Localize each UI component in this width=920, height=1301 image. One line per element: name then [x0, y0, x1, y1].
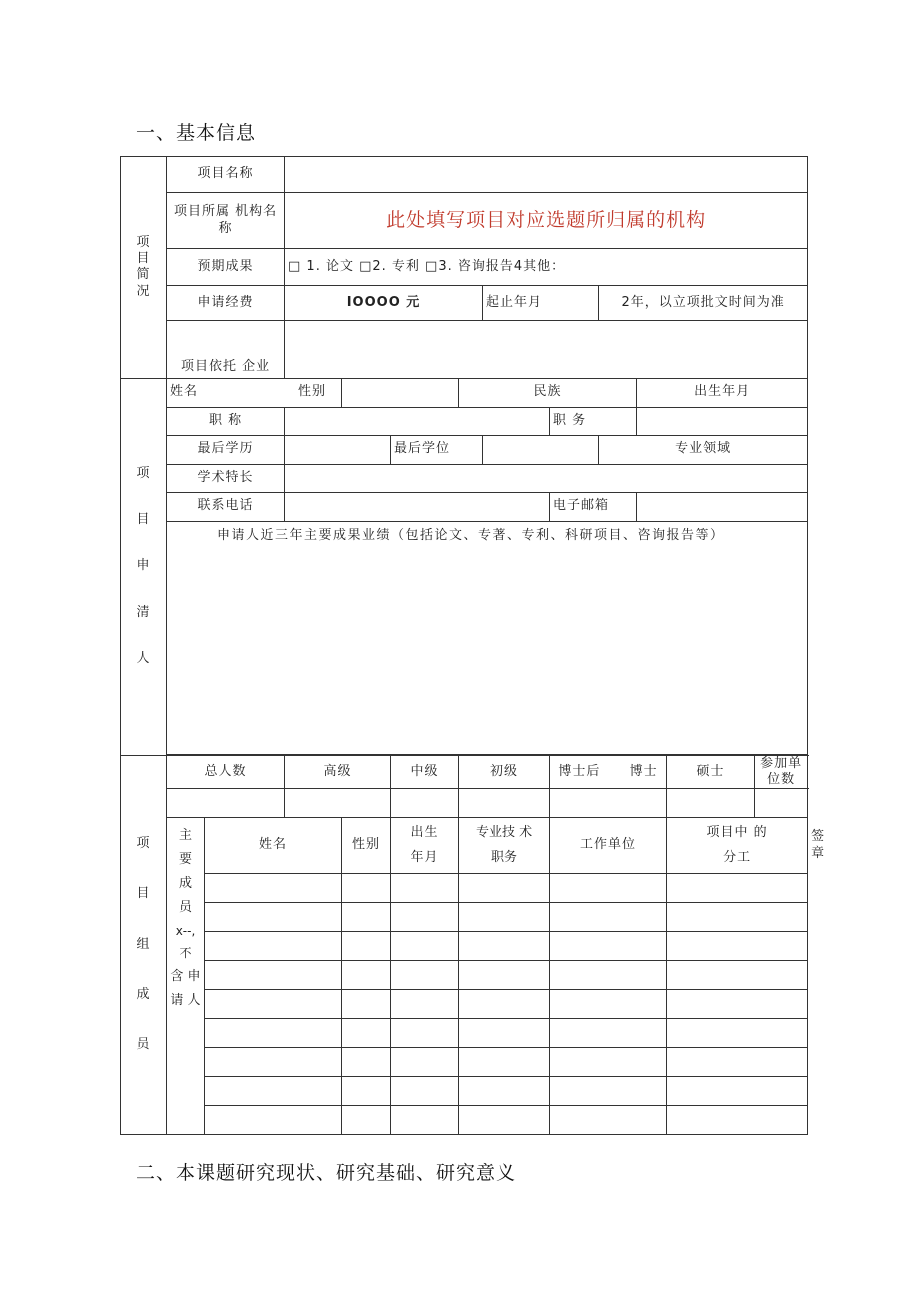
member-name-header: 姓名 [205, 818, 342, 874]
member-birth-cell[interactable] [391, 1077, 459, 1106]
application-form: 项 目 简 况 项目名称 项目所属 机构名 称 此处填写项目对应选题所归属的机构 预期成果 □ 1. 论文 □2. 专利 □3. 咨询报告4其他： 申请经费 IOOOO 元 起止年月 2年，以立项批文时间为准 项目依托 企业 项 目 申 清 人 姓名 性别 民族 出生年月 职 称 职 务 最后学历 最后学位 专业领域 学术特长 联系电话 电子邮箱 申请人近三年主要成果业绩（包括论文、专著、专利、科研项目、咨询报告等） 项 目 组 成 员 总人数 高级 中级 初级 博士后 博士 硕士 参加单位数 主 要 成 员 x‑‑, 不 含 申 请 人 姓名 性别 出生 年月 专业技 术 职务 工作单位 项目中 的 分工 签章 [120, 156, 808, 1135]
member-gender-cell[interactable] [342, 1048, 391, 1077]
applicant-gender-label: 性别 [298, 384, 327, 400]
member-gender-cell[interactable] [342, 874, 391, 903]
member-name-cell[interactable] [205, 1019, 342, 1048]
member-role-cell[interactable] [667, 1077, 808, 1106]
postdoc-doctor-field[interactable] [550, 789, 667, 818]
master-count-header: 硕士 [667, 755, 755, 789]
education-field[interactable] [285, 435, 391, 464]
member-tech-cell[interactable] [459, 1077, 550, 1106]
member-role-cell[interactable] [667, 1048, 808, 1077]
org-count-header: 参加单位数 [755, 755, 808, 789]
member-tech-cell[interactable] [459, 932, 550, 961]
member-name-cell[interactable] [205, 961, 342, 990]
member-name-cell[interactable] [205, 903, 342, 932]
member-birth-cell[interactable] [391, 961, 459, 990]
achievements-label: 申请人近三年主要成果业绩（包括论文、专著、专利、科研项目、咨询报告等） [217, 527, 725, 543]
team-section-label: 项 目 组 成 员 [121, 755, 167, 1135]
total-count-field[interactable] [167, 789, 285, 818]
member-tech-title-header: 专业技 术 职务 [459, 818, 550, 874]
email-label: 电子邮箱 [550, 492, 637, 521]
applicant-gender-field[interactable] [342, 378, 459, 407]
applicant-position-label: 职 务 [550, 407, 637, 435]
applicant-title-label: 职 称 [167, 407, 285, 435]
member-name-cell[interactable] [205, 932, 342, 961]
funding-value[interactable]: IOOOO 元 [285, 286, 483, 321]
member-row [121, 903, 808, 932]
member-row [121, 1077, 808, 1106]
member-tech-cell[interactable] [459, 1048, 550, 1077]
member-unit-cell[interactable] [550, 961, 667, 990]
applicant-birth-label: 出生年月 [637, 378, 808, 407]
members-label: 主 要 成 员 x‑‑, 不 含 申 请 人 [167, 818, 205, 1135]
applicant-ethnicity-label: 民族 [459, 378, 637, 407]
specialty-field[interactable] [285, 464, 808, 492]
member-unit-cell[interactable] [550, 903, 667, 932]
member-unit-cell[interactable] [550, 1019, 667, 1048]
specialty-label: 学术特长 [167, 464, 285, 492]
section-1-title: 一、基本信息 [136, 122, 257, 144]
member-name-cell[interactable] [205, 1048, 342, 1077]
member-unit-cell[interactable] [550, 1048, 667, 1077]
member-role-header: 项目中 的 分工 [667, 818, 808, 874]
org-count-field[interactable] [755, 789, 808, 818]
member-role-cell[interactable] [667, 874, 808, 903]
member-role-cell[interactable] [667, 990, 808, 1019]
member-name-cell[interactable] [205, 1077, 342, 1106]
member-tech-cell[interactable] [459, 961, 550, 990]
member-tech-cell[interactable] [459, 874, 550, 903]
overview-section-label: 项 目 简 况 [121, 157, 167, 379]
postdoc-doctor-header [550, 755, 667, 789]
period-label: 起止年月 [483, 286, 599, 321]
intermediate-count-header: 中级 [391, 755, 459, 789]
member-gender-cell[interactable] [342, 932, 391, 961]
total-count-header: 总人数 [167, 755, 285, 789]
project-name-label: 项目名称 [167, 157, 285, 193]
member-role-cell[interactable] [667, 961, 808, 990]
applicant-section-label: 项 目 申 清 人 [121, 378, 167, 755]
expected-outcome-label: 预期成果 [167, 249, 285, 286]
member-birth-cell[interactable] [391, 990, 459, 1019]
member-birth-cell[interactable] [391, 932, 459, 961]
member-gender-cell[interactable] [342, 1106, 391, 1135]
member-role-cell[interactable] [667, 1019, 808, 1048]
email-field[interactable] [637, 492, 808, 521]
member-unit-cell[interactable] [550, 1077, 667, 1106]
education-label: 最后学历 [167, 435, 285, 464]
member-row [121, 961, 808, 990]
member-name-cell[interactable] [205, 1106, 342, 1135]
member-role-cell[interactable] [667, 932, 808, 961]
member-row [121, 1106, 808, 1135]
member-birth-cell[interactable] [391, 874, 459, 903]
field-label: 专业领域 [599, 435, 808, 464]
period-value[interactable]: 2年，以立项批文时间为准 [599, 286, 808, 321]
applicant-position-field[interactable] [637, 407, 808, 435]
member-tech-cell[interactable] [459, 903, 550, 932]
member-row [121, 990, 808, 1019]
member-tech-cell[interactable] [459, 990, 550, 1019]
member-unit-cell[interactable] [550, 932, 667, 961]
member-gender-cell[interactable] [342, 903, 391, 932]
member-role-cell[interactable] [667, 903, 808, 932]
postdoc-count-header: 博士后 [558, 763, 601, 779]
intermediate-count-field[interactable] [391, 789, 459, 818]
member-birth-cell[interactable] [391, 1019, 459, 1048]
applicant-name-label: 姓名 性别 [167, 378, 342, 407]
project-org-field[interactable]: 此处填写项目对应选题所归属的机构 [285, 193, 808, 249]
junior-count-field[interactable] [459, 789, 550, 818]
degree-field[interactable] [483, 435, 599, 464]
achievements-field[interactable] [167, 521, 808, 754]
project-name-field[interactable] [285, 157, 808, 193]
member-row [121, 1048, 808, 1077]
support-enterprise-field[interactable] [285, 321, 808, 378]
member-row [121, 874, 808, 903]
member-birth-cell[interactable] [391, 1106, 459, 1135]
member-unit-cell[interactable] [550, 874, 667, 903]
member-row [121, 932, 808, 961]
applicant-title-field[interactable] [285, 407, 550, 435]
phone-label: 联系电话 [167, 492, 285, 521]
member-gender-cell[interactable] [342, 961, 391, 990]
member-birth-cell[interactable] [391, 903, 459, 932]
junior-count-header: 初级 [459, 755, 550, 789]
member-tech-cell[interactable] [459, 1019, 550, 1048]
member-gender-cell[interactable] [342, 1019, 391, 1048]
member-name-cell[interactable] [205, 874, 342, 903]
support-enterprise-label: 项目依托 企业 [167, 321, 285, 378]
degree-label: 最后学位 [391, 435, 483, 464]
project-org-label: 项目所属 机构名 称 [167, 193, 285, 249]
member-role-cell[interactable] [667, 1106, 808, 1135]
member-tech-cell[interactable] [459, 1106, 550, 1135]
member-unit-cell[interactable] [550, 990, 667, 1019]
member-unit-cell[interactable] [550, 1106, 667, 1135]
member-unit-header: 工作单位 [550, 818, 667, 874]
master-count-field[interactable] [667, 789, 755, 818]
member-gender-header: 性别 [342, 818, 391, 874]
section-2-title: 二、本课题研究现状、研究基础、研究意义 [136, 1162, 517, 1184]
expected-outcome-options[interactable]: □ 1. 论文 □2. 专利 □3. 咨询报告4其他： [285, 249, 808, 286]
member-birth-cell[interactable] [391, 1048, 459, 1077]
member-name-cell[interactable] [205, 990, 342, 1019]
senior-count-field[interactable] [285, 789, 391, 818]
member-gender-cell[interactable] [342, 1077, 391, 1106]
member-gender-cell[interactable] [342, 990, 391, 1019]
senior-count-header: 高级 [285, 755, 391, 789]
member-birth-header: 出生 年月 [391, 818, 459, 874]
funding-label: 申请经费 [167, 286, 285, 321]
member-row [121, 1019, 808, 1048]
phone-field[interactable] [285, 492, 550, 521]
doctor-count-header: 博士 [629, 763, 658, 779]
